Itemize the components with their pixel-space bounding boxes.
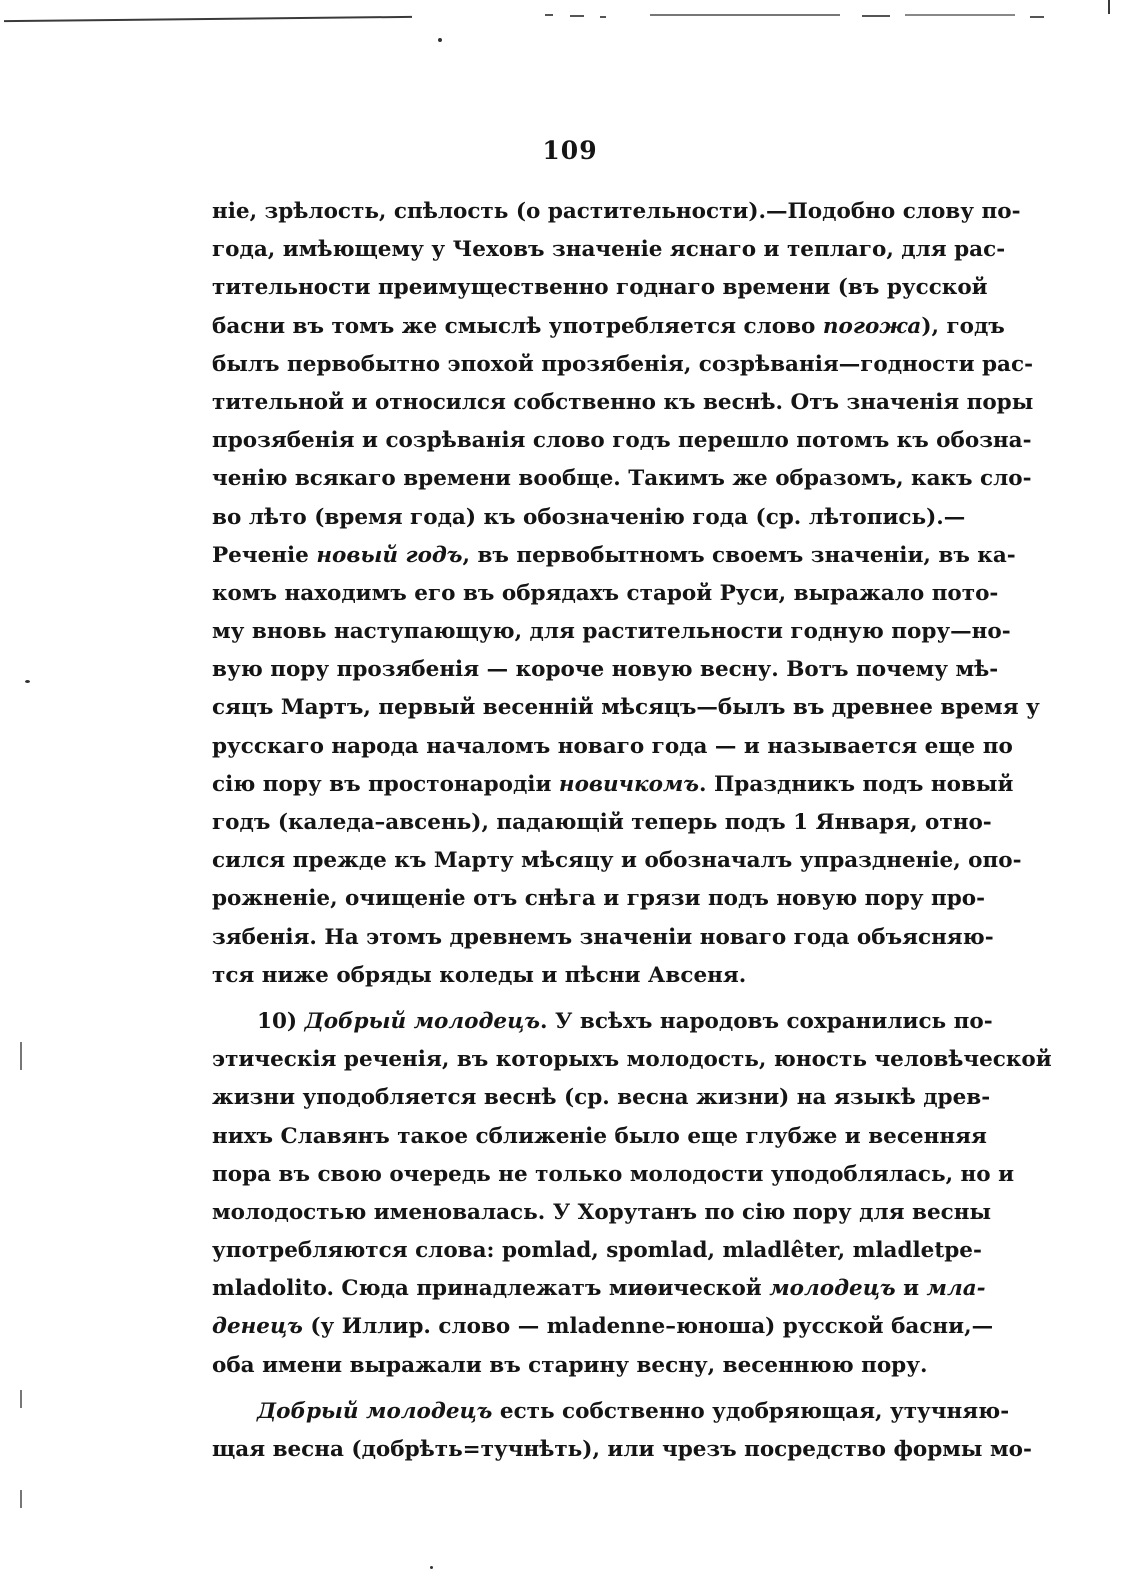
text-run: ), годъ [921, 313, 1005, 339]
text-line [212, 1194, 991, 1232]
text-line [212, 1003, 993, 1041]
text-line [212, 193, 1021, 231]
text-line [212, 1118, 987, 1156]
italic-term: мла- [926, 1276, 986, 1302]
text-run: тительной и относился собственно къ веснѣ. Отъ значенія поры [212, 389, 1034, 415]
text-run: года, имѣющему у Чеховъ значеніе яснаго и теплаго, для рас- [212, 237, 1006, 263]
scan-speck [438, 38, 442, 42]
text-line [212, 1232, 982, 1270]
scan-edge-dash [545, 14, 553, 16]
text-line [212, 957, 950, 995]
text-line [212, 1079, 991, 1117]
text-line [212, 689, 1040, 727]
text-run: ченію всякаго времени вообще. Такимъ же образомъ, какъ сло- [212, 466, 1032, 492]
text-line [212, 766, 1014, 804]
scan-edge-dash [905, 14, 1015, 16]
text-line [212, 842, 1022, 880]
text-run: рожненіе, очищеніе отъ снѣга и грязи подъ новую пору про- [212, 886, 986, 912]
scan-margin-mark [20, 1042, 22, 1070]
text-line [212, 880, 986, 918]
text-run: . Праздникъ подъ новый [699, 771, 1014, 797]
text-run: этическія реченія, въ которыхъ молодость, юность человѣческой [212, 1047, 1052, 1073]
italic-term: Добрый молодецъ [304, 1008, 540, 1034]
text-run: комъ находимъ его въ обрядахъ старой Руси, выражало пото- [212, 580, 999, 606]
text-run: 10) [257, 1008, 305, 1034]
text-run: жизни уподобляется веснѣ (ср. весна жизни) на языкѣ древ- [212, 1085, 991, 1111]
text-run: щая весна (добрѣть=тучнѣть), или чрезъ посредство формы мо- [212, 1437, 1032, 1462]
scan-edge-dash [570, 15, 584, 17]
italic-term: молодецъ [769, 1276, 896, 1302]
text-line [212, 1308, 994, 1346]
italic-term: погожа [822, 313, 922, 339]
text-run: есть собственно удобряющая, утучняю- [492, 1398, 1010, 1424]
text-run: молодостью именовалась. У Хорутанъ по сію пору для весны [212, 1199, 991, 1225]
text-line [212, 346, 1033, 384]
text-line [212, 308, 1005, 346]
italic-term: новый годъ [316, 542, 463, 568]
text-run: басни въ томъ же смыслѣ употребляется слово [212, 313, 823, 339]
scan-margin-mark [20, 1390, 22, 1408]
text-run: му вновь наступающую, для растительности годную пору—но- [212, 619, 1011, 645]
text-run: сію пору въ простонародіи [212, 771, 559, 797]
text-run: тительности преимущественно годнаго времени (въ русской [212, 275, 988, 301]
scan-edge-dash [600, 16, 606, 18]
italic-term: новичкомъ [558, 771, 700, 797]
text-run: сился прежде къ Марту мѣсяцу и обозначалъ упраздненіе, опо- [212, 848, 1022, 874]
italic-term: Добрый молодецъ [257, 1398, 493, 1424]
text-line [212, 537, 1016, 575]
text-line [212, 1156, 1015, 1194]
text-line [212, 728, 1013, 766]
scan-speck [430, 1566, 433, 1569]
text-run: . У всѣхъ народовъ сохранились по- [539, 1008, 993, 1034]
text-line [212, 613, 1011, 651]
text-run: былъ первобытно эпохой прозябенія, созрѣванія—годности рас- [212, 351, 1033, 377]
text-run: mladolito. Сюда принадлежатъ миѳической [212, 1276, 770, 1302]
text-line [212, 1431, 1032, 1469]
scan-edge-line [1108, 0, 1110, 14]
text-line [212, 651, 999, 689]
text-run: годъ (каледа–авсень), падающій теперь подъ 1 Января, отно- [212, 810, 992, 835]
text-line [212, 1270, 986, 1308]
text-line [212, 422, 1032, 460]
body-text [212, 193, 1052, 1469]
text-line [212, 919, 994, 957]
text-run: русскаго народа началомъ новаго года — и называется еще по [212, 733, 1013, 759]
text-line [212, 804, 992, 842]
text-run: сяцъ Мартъ, первый весенній мѣсяцъ—былъ въ древнее время у [212, 695, 1040, 721]
text-line [212, 499, 966, 537]
text-run: , въ первобытномъ своемъ значеніи, въ ка- [462, 542, 1016, 568]
scan-margin-mark [20, 1490, 22, 1508]
text-line [212, 384, 1034, 422]
text-run: тся ниже обряды коледы и пѣсни Авсеня. [212, 962, 747, 988]
text-run: нихъ Славянъ такое сближеніе было еще глубже и весенняя [212, 1123, 987, 1149]
scan-edge-dash [862, 15, 890, 17]
text-line [212, 1041, 1052, 1079]
text-run: во лѣто (время года) къ обозначенію года (ср. лѣтопись).— [212, 504, 966, 530]
text-run: оба имени выражали въ старину весну, весеннюю пору. [212, 1352, 928, 1378]
text-line [212, 1347, 950, 1385]
text-run: прозябенія и созрѣванія слово годъ перешло потомъ къ обозна- [212, 428, 1032, 454]
italic-term: денецъ [212, 1314, 303, 1340]
text-run: употребляются слова: pomlad, spomlad, mladlêter, mladletpe- [212, 1238, 982, 1264]
text-line [212, 575, 999, 613]
page-number: 109 [542, 136, 598, 165]
text-run: и [895, 1276, 927, 1302]
scan-edge-dash [1030, 16, 1044, 18]
text-line [212, 269, 988, 307]
text-run: Реченіе [212, 542, 317, 568]
text-run: зябенія. На этомъ древнемъ значеніи новаго года объясняю- [212, 924, 994, 950]
scan-edge-dash [650, 14, 840, 16]
scan-speck [25, 680, 30, 683]
text-run: ніе, зрѣлость, спѣлость (о растительности).—Подобно слову по- [212, 199, 1021, 224]
text-run: пора въ свою очередь не только молодости уподоблялась, но и [212, 1161, 1015, 1187]
text-line [212, 231, 1006, 269]
text-run: вую пору прозябенія — короче новую весну. Вотъ почему мѣ- [212, 657, 999, 683]
text-run: (у Иллир. слово — mladenne–юноша) русской басни,— [302, 1314, 994, 1340]
text-line [212, 1393, 1010, 1431]
text-line [212, 460, 1032, 498]
scan-edge-line [4, 16, 412, 22]
